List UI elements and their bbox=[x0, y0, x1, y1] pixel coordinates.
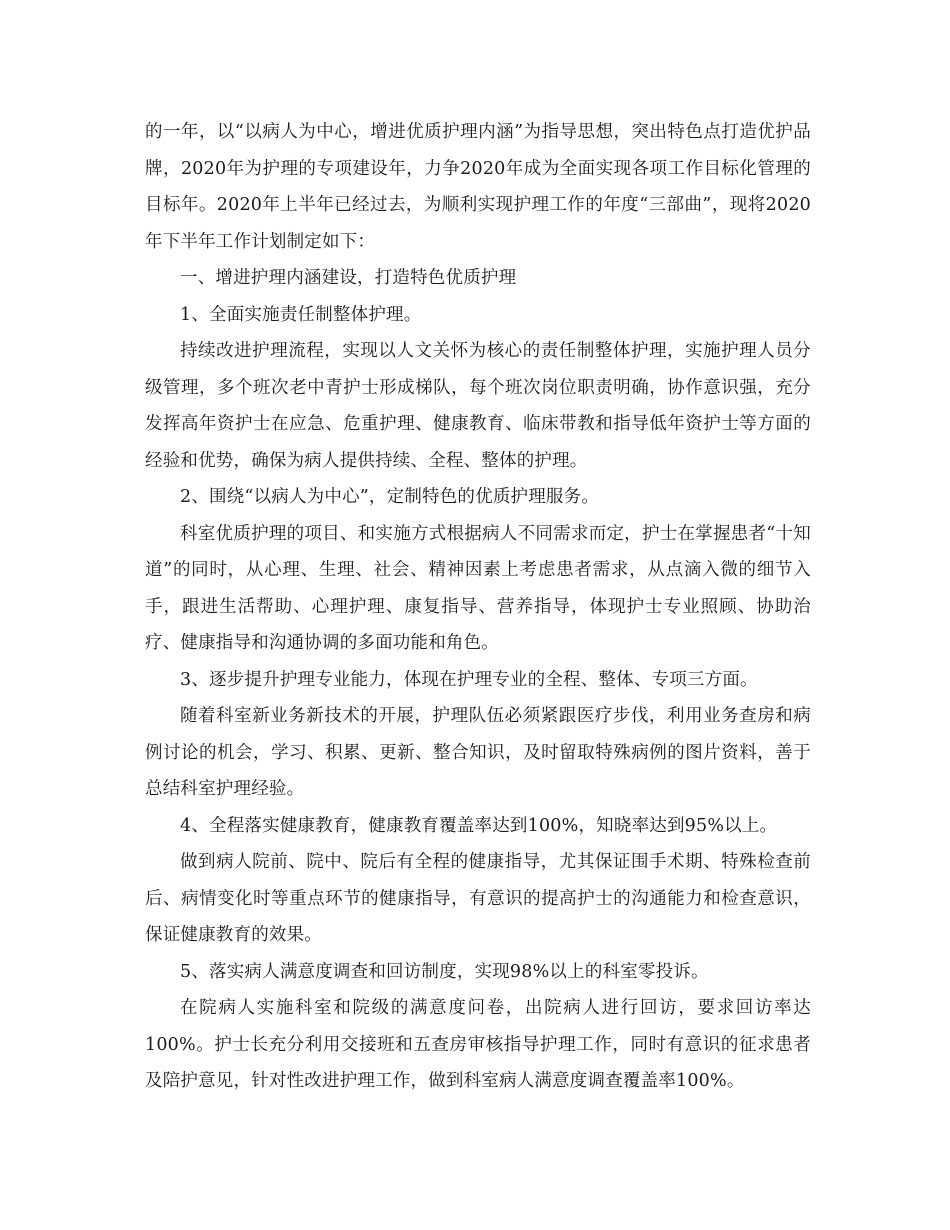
item-heading-4: 4、全程落实健康教育，健康教育覆盖率达到100%，知晓率达到95%以上。 bbox=[180, 815, 778, 836]
item-heading-1: 1、全面实施责任制整体护理。 bbox=[180, 304, 422, 325]
item-heading-5: 5、落实病人满意度调查和回访制度，实现98%以上的科室零投诉。 bbox=[180, 961, 709, 982]
paragraph-item-2: 科室优质护理的项目、和实施方式根据病人不同需求而定，护士在掌握患者“十知道”的同时，从心理、生理、社会、精神因素上考虑患者需求，从点滴入微的细节入手，跟进生活帮助、心理护理、康复指导、营养指导，体现护士专业照顾、协助治疗、健康指导和沟通协调的多面功能和角色。 bbox=[145, 523, 811, 653]
item-heading-3: 3、逐步提升护理专业能力，体现在护理专业的全程、整体、专项三方面。 bbox=[180, 669, 758, 690]
section-heading-1: 一、增进护理内涵建设，打造特色优质护理 bbox=[180, 268, 517, 288]
paragraph-item-4: 做到病人院前、院中、院后有全程的健康指导，尤其保证围手术期、特殊检查前后、病情变化时等重点环节的健康指导，有意识的提高护士的沟通能力和检查意识，保证健康教育的效果。 bbox=[145, 852, 811, 945]
paragraph-item-3: 随着科室新业务新技术的开展，护理队伍必须紧跟医疗步伐，利用业务查房和病例讨论的机会，学习、积累、更新、整合知识，及时留取特殊病例的图片资料，善于总结科室护理经验。 bbox=[145, 706, 811, 799]
paragraph-item-1: 持续改进护理流程，实现以人文关怀为核心的责任制整体护理，实施护理人员分级管理，多个班次老中青护士形成梯队，每个班次岗位职责明确，协作意识强，充分发挥高年资护士在应急、危重护理、健康教育、临床带教和指导低年资护士等方面的经验和优势，确保为病人提供持续、全程、整体的护理。 bbox=[145, 341, 811, 471]
paragraph-item-5: 在院病人实施科室和院级的满意度问卷，出院病人进行回访，要求回访率达100%。护士长充分利用交接班和五查房审核指导护理工作，同时有意识的征求患者及陪护意见，针对性改进护理工作，做到科室病人满意度调查覆盖率100%。 bbox=[145, 998, 811, 1091]
document-body bbox=[145, 114, 811, 1100]
paragraph-intro: 的一年，以“以病人为中心，增进优质护理内涵”为指导思想，突出特色点打造优护品牌，2020年为护理的专项建设年，力争2020年成为全面实现各项工作目标化管理的目标年。2020年上半年已经过去，为顺利实现护理工作的年度“三部曲”，现将2020年下半年工作计划制定如下： bbox=[145, 122, 811, 252]
item-heading-2: 2、围绕“以病人为中心”，定制特色的优质护理服务。 bbox=[180, 487, 600, 507]
